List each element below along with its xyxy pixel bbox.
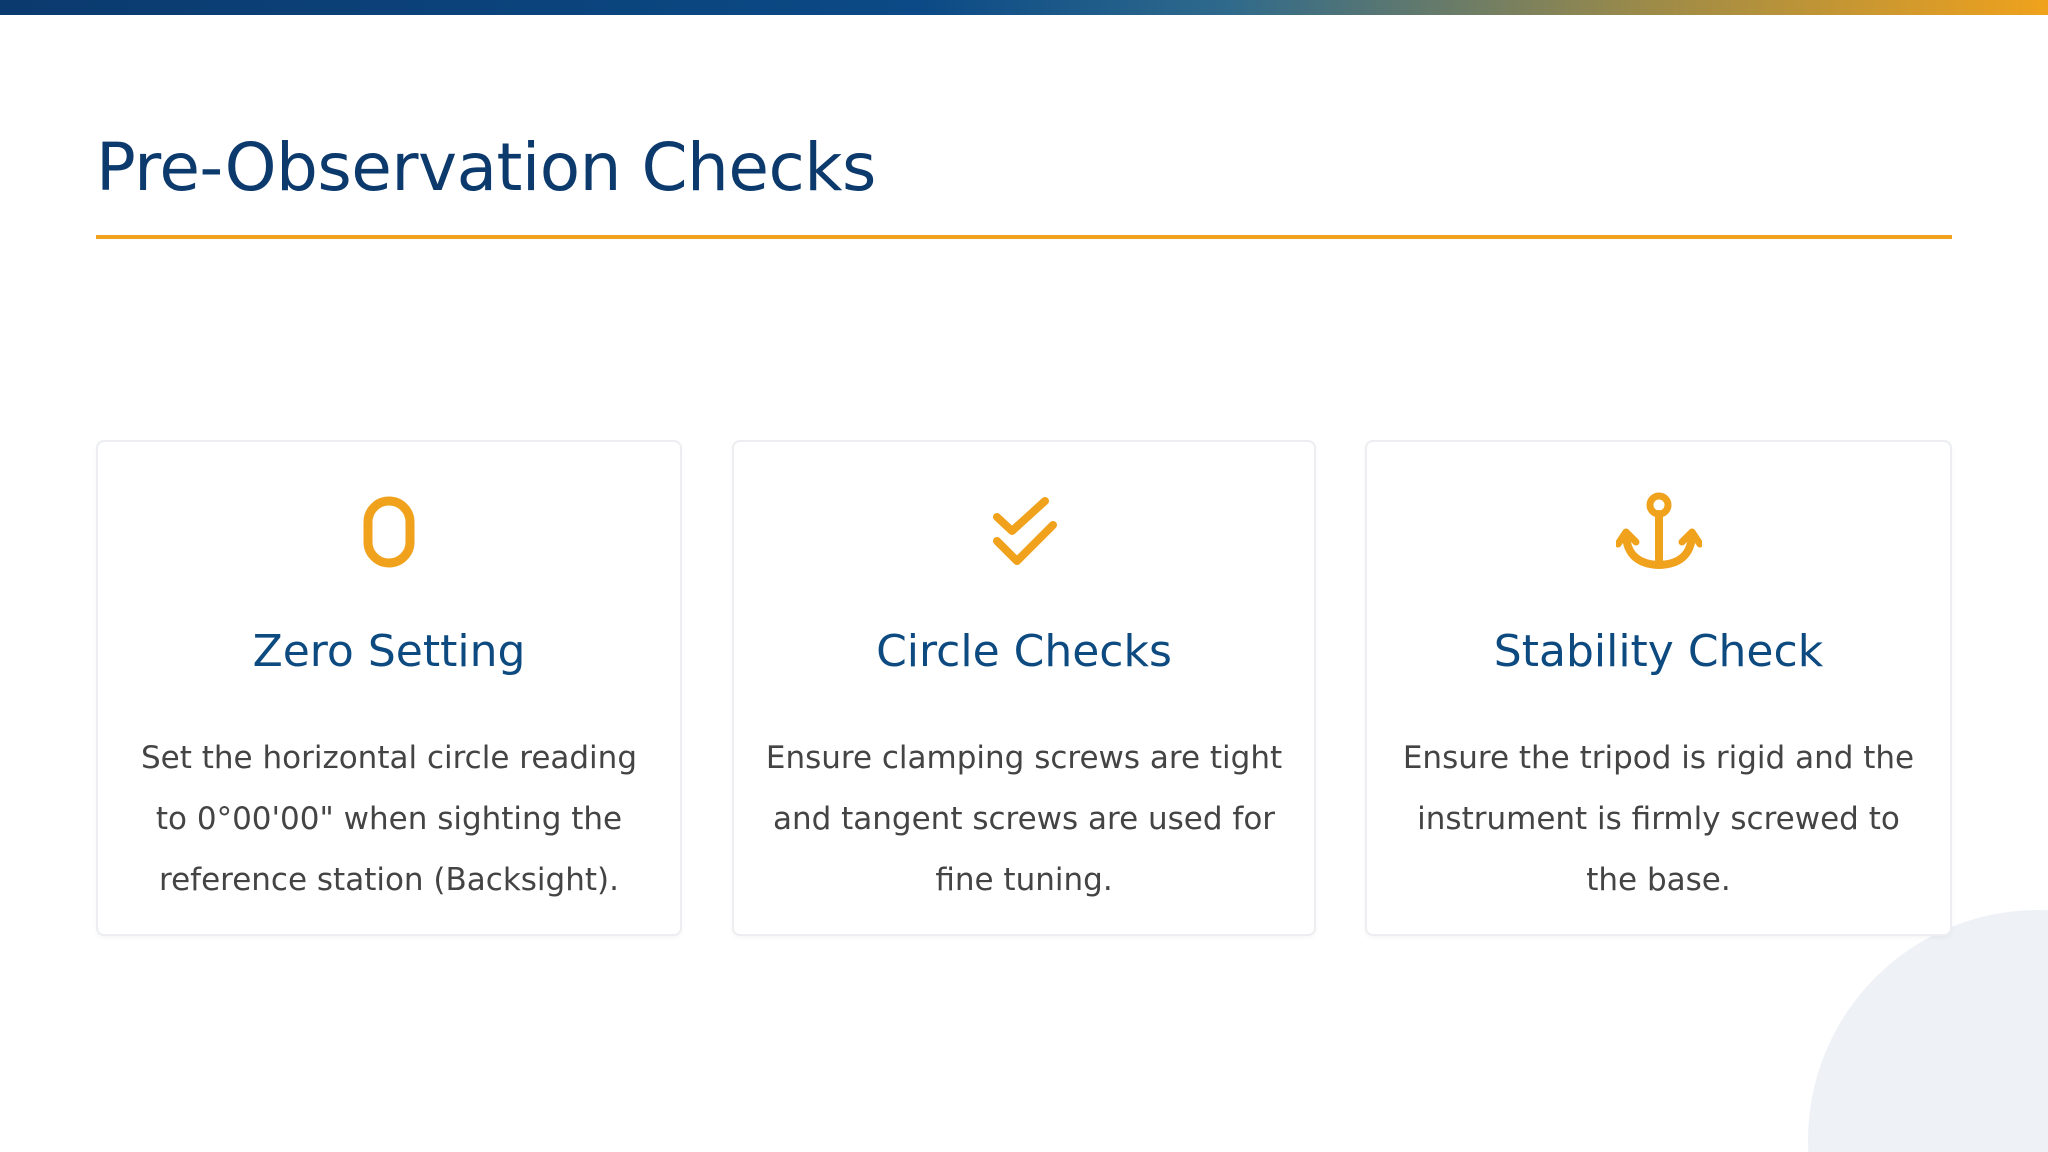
card-zero-setting <box>96 440 682 936</box>
decorative-circle <box>1808 910 2048 1152</box>
zero-icon <box>98 494 680 570</box>
slide-title: Pre-Observation Checks <box>96 129 876 206</box>
card-description: Ensure the tripod is rigid and the instrument is firmly screwed to the base. <box>1402 740 1915 898</box>
card-stability-check <box>1365 440 1952 936</box>
card-circle-checks <box>732 440 1316 936</box>
card-description: Set the horizontal circle reading to 0°00'00" when sighting the reference station (Backsight). <box>140 740 637 898</box>
card-title: Circle Checks <box>876 626 1172 677</box>
card-title: Zero Setting <box>252 626 526 677</box>
card-description: Ensure clamping screws are tight and tangent screws are used for fine tuning. <box>765 740 1283 898</box>
title-underline <box>96 235 1952 239</box>
anchor-icon <box>1367 494 1950 570</box>
top-gradient-bar <box>0 0 2048 15</box>
double-check-icon <box>734 494 1314 570</box>
card-title: Stability Check <box>1493 626 1824 677</box>
